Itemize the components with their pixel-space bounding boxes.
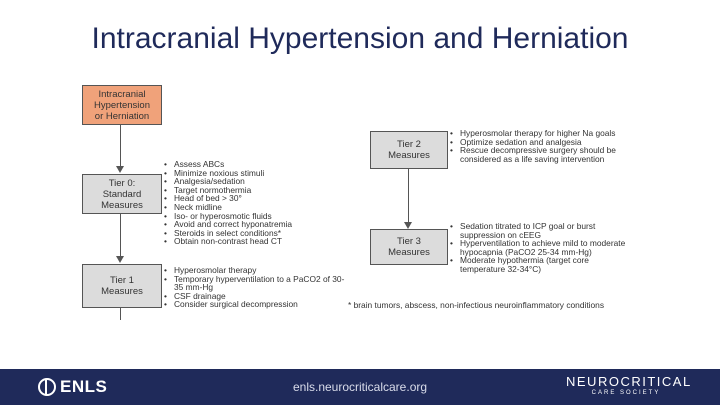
list-item: • Hyperosmolar therapy for higher Na goals	[448, 129, 633, 138]
list-item: • Temporary hyperventilation to a PaCO2 of 30-35 mm-Hg	[162, 275, 352, 292]
tier0-line: Measures	[101, 199, 143, 211]
tier1-line: Measures	[101, 286, 143, 297]
list-item: • Target normothermia	[162, 186, 342, 195]
tier2-box	[370, 131, 448, 169]
list-item: • Sedation titrated to ICP goal or burst suppression on cEEG	[448, 222, 633, 239]
list-item: • Hyperventilation to achieve mild to moderate hypocapnia (PaCO2 25-34 mm-Hg)	[448, 239, 633, 256]
tier3-bullet-list	[448, 222, 633, 274]
list-item: • Obtain non-contrast head CT	[162, 237, 342, 246]
start-box-line: or Herniation	[94, 110, 150, 122]
list-item: • Assess ABCs	[162, 160, 342, 169]
footnote: * brain tumors, abscess, non-infectious neuroinflammatory conditions	[348, 300, 605, 310]
logo-line-1: NEUROCRITICAL	[566, 374, 692, 389]
list-item: • Hyperosmolar therapy	[162, 266, 352, 275]
start-box-line: Hypertension	[94, 99, 150, 111]
logo-line-2: CARE SOCIETY	[591, 390, 661, 396]
tier3-line: Measures	[388, 247, 430, 258]
list-item: • Consider surgical decompression	[162, 300, 352, 309]
connector-tier2-to-tier3	[408, 168, 409, 222]
tier0-line: Tier 0:	[108, 177, 136, 189]
list-item: • Optimize sedation and analgesia	[448, 138, 633, 147]
connector-start-to-tier0	[120, 124, 121, 166]
list-item: • Moderate hypothermia (target core temperature 32-34°C)	[448, 256, 633, 273]
list-item: • Avoid and correct hyponatremia	[162, 220, 342, 229]
tier1-box	[82, 264, 162, 308]
connector-tier0-to-tier1	[120, 213, 121, 256]
connector-tier1-tail	[120, 307, 121, 320]
list-item: • CSF drainage	[162, 292, 352, 301]
footer-url: enls.neurocriticalcare.org	[292, 380, 428, 394]
neurocritical-care-society-logo	[566, 374, 692, 396]
tier2-bullet-list	[448, 129, 633, 163]
slide-title: Intracranial Hypertension and Herniation	[91, 22, 629, 55]
list-item: • Iso- or hyperosmotic fluids	[162, 212, 342, 221]
start-box-intracranial-hypertension	[82, 85, 162, 125]
arrowhead-tier3	[404, 222, 412, 229]
list-item: • Neck midline	[162, 203, 342, 212]
tier0-box	[82, 174, 162, 214]
list-item: • Head of bed > 30°	[162, 194, 342, 203]
footer-bar	[0, 369, 720, 405]
start-box-line: Intracranial	[98, 88, 146, 100]
tier2-line: Measures	[388, 150, 430, 161]
tier0-line: Standard	[102, 188, 142, 200]
tier1-line: Tier 1	[110, 275, 134, 286]
list-item: • Rescue decompressive surgery should be considered as a life saving intervention	[448, 146, 633, 163]
arrowhead-tier1	[116, 256, 124, 263]
list-item: • Analgesia/sedation	[162, 177, 342, 186]
tier1-bullet-list	[162, 266, 352, 309]
tier3-line: Tier 3	[397, 236, 421, 247]
list-item: • Minimize noxious stimuli	[162, 169, 342, 178]
list-item: • Steroids in select conditions*	[162, 229, 342, 238]
enls-logo-text: ENLS	[60, 377, 108, 396]
tier3-box	[370, 229, 448, 265]
arrowhead-tier0	[116, 166, 124, 173]
tier0-bullet-list	[162, 160, 342, 246]
tier2-line: Tier 2	[397, 139, 421, 150]
